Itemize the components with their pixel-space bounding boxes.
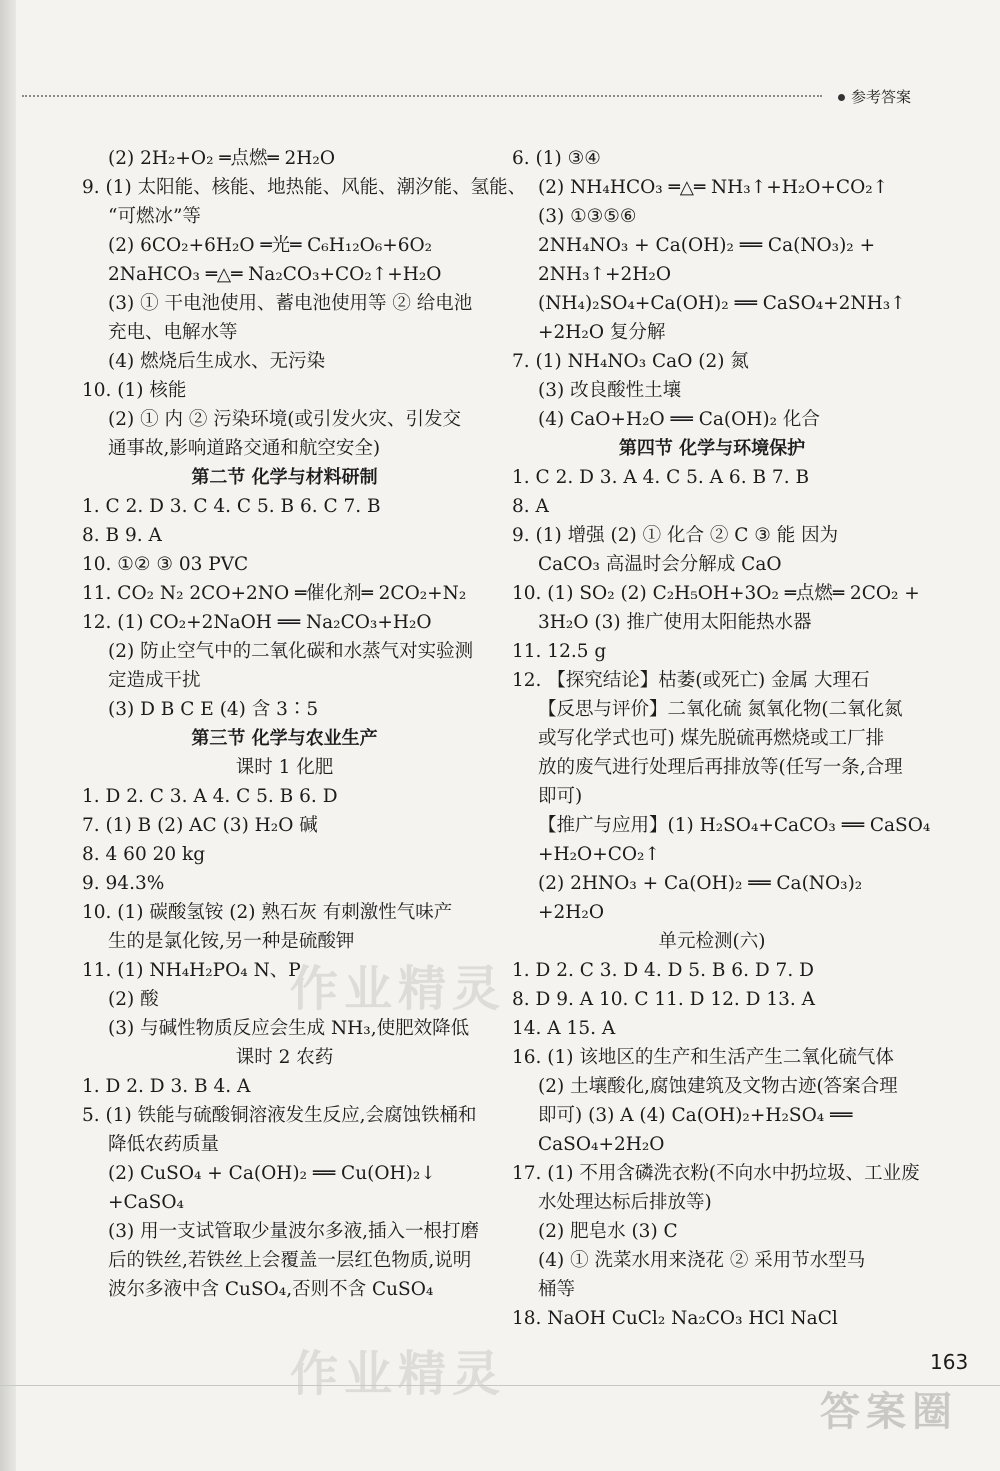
subsection-heading: 课时 1 化肥 [235, 757, 334, 778]
answer-line: 2NaHCO₃ ═△═ Na₂CO₃+CO₂↑+H₂O [108, 264, 442, 285]
answer-line: 9. 94.3% [82, 873, 165, 894]
answer-line: (4) ① 洗菜水用来浇花 ② 采用节水型马 [538, 1250, 866, 1271]
answer-line: 2NH₄NO₃ + Ca(OH)₂ ══ Ca(NO₃)₂ + [538, 235, 876, 256]
answer-line: (2) 6CO₂+6H₂O ═光═ C₆H₁₂O₆+6O₂ [108, 235, 433, 256]
answer-line: 降低农药质量 [108, 1134, 220, 1155]
answer-line: (3) ① 干电池使用、蓄电池使用等 ② 给电池 [108, 293, 473, 314]
header-dotted-rule [22, 95, 822, 97]
answer-line: (3) ①③⑤⑥ [538, 206, 637, 227]
answer-line: +H₂O+CO₂↑ [538, 844, 660, 865]
answer-line: 水处理达标后排放等) [538, 1192, 712, 1213]
answer-line: 定造成干扰 [108, 670, 201, 691]
answer-line: 8. A [512, 496, 549, 517]
book-spine-shadow [0, 0, 16, 1471]
answer-line: 1. C 2. D 3. C 4. C 5. B 6. C 7. B [82, 496, 381, 517]
answer-line: 10. (1) 碳酸氢铵 (2) 熟石灰 有刺激性气味产 [82, 902, 453, 923]
header-section-label [838, 86, 911, 107]
answer-line: 【反思与评价】二氧化硫 氮氧化物(二氧化氮 [538, 699, 903, 720]
answer-line: (2) ① 内 ② 污染环境(或引发火灾、引发交 [108, 409, 461, 430]
answer-line: 1. D 2. C 3. A 4. C 5. B 6. D [82, 786, 338, 807]
answer-line: (2) 土壤酸化,腐蚀建筑及文物古迹(答案合理 [538, 1076, 898, 1097]
answer-line: +2H₂O 复分解 [538, 322, 666, 343]
answer-line: 8. D 9. A 10. C 11. D 12. D 13. A [512, 989, 816, 1010]
answer-line: 11. 12.5 g [512, 641, 607, 662]
answer-line: 2NH₃↑+2H₂O [538, 264, 671, 285]
answer-line: 即可) [538, 786, 583, 807]
answer-line: 8. 4 60 20 kg [82, 844, 206, 865]
answer-line: 12. (1) CO₂+2NaOH ══ Na₂CO₃+H₂O [82, 612, 432, 633]
answer-line: 9. (1) 增强 (2) ① 化合 ② C ③ 能 因为 [512, 525, 839, 546]
answer-line: 18. NaOH CuCl₂ Na₂CO₃ HCl NaCl [512, 1308, 838, 1329]
answer-line: (2) NH₄HCO₃ ═△═ NH₃↑+H₂O+CO₂↑ [538, 177, 889, 198]
answer-line: (3) 与碱性物质反应会生成 NH₃,使肥效降低 [108, 1018, 470, 1039]
answer-line: (2) 2H₂+O₂ ═点燃═ 2H₂O [108, 148, 336, 169]
answer-line: 11. (1) NH₄H₂PO₄ N、P [82, 960, 301, 981]
answer-line: 3H₂O (3) 推广使用太阳能热水器 [538, 612, 812, 633]
answer-line: CaCO₃ 高温时会分解成 CaO [538, 554, 782, 575]
answer-line: 11. CO₂ N₂ 2CO+2NO ═催化剂═ 2CO₂+N₂ [82, 583, 467, 604]
answer-line: (2) 肥皂水 (3) C [538, 1221, 678, 1242]
answer-line: 1. D 2. C 3. D 4. D 5. B 6. D 7. D [512, 960, 814, 981]
answer-line: 即可) (3) A (4) Ca(OH)₂+H₂SO₄ ══ [538, 1105, 853, 1126]
answer-line: 放的废气进行处理后再排放等(任写一条,合理 [538, 757, 903, 778]
watermark: 作业精灵 [290, 1346, 507, 1402]
answer-line: (3) 用一支试管取少量波尔多液,插入一根打磨 [108, 1221, 479, 1242]
answer-line: (2) 2HNO₃ + Ca(OH)₂ ══ Ca(NO₃)₂ [538, 873, 863, 894]
watermark: 作业精灵 [290, 961, 507, 1017]
bullet-icon [838, 94, 845, 101]
answer-line: 10. ①② ③ 03 PVC [82, 554, 249, 575]
footer-rule [0, 1385, 1000, 1386]
answer-line: “可燃冰”等 [108, 206, 201, 227]
answer-line: 10. (1) 核能 [82, 380, 187, 401]
answer-line: (3) D B C E (4) 含 3∶5 [108, 699, 319, 720]
answer-line: 1. D 2. D 3. B 4. A [82, 1076, 251, 1097]
answer-line: 后的铁丝,若铁丝上会覆盖一层红色物质,说明 [108, 1250, 472, 1271]
answer-line: 桶等 [538, 1279, 576, 1300]
answer-line: 17. (1) 不用含磷洗衣粉(不向水中扔垃圾、工业废 [512, 1163, 920, 1184]
left-answer-column [82, 144, 527, 1304]
answer-line: 充电、电解水等 [108, 322, 238, 343]
answer-line: 5. (1) 铁能与硫酸铜溶液发生反应,会腐蚀铁桶和 [82, 1105, 477, 1126]
answer-line: 10. (1) SO₂ (2) C₂H₅OH+3O₂ ═点燃═ 2CO₂ + [512, 583, 920, 604]
answer-line: 7. (1) B (2) AC (3) H₂O 碱 [82, 815, 318, 836]
header-label-text: 参考答案 [851, 88, 912, 106]
answer-line: +CaSO₄ [108, 1192, 184, 1213]
subsection-heading: 单元检测(六) [658, 931, 766, 952]
answer-line: 14. A 15. A [512, 1018, 616, 1039]
answer-line: 12. 【探究结论】枯萎(或死亡) 金属 大理石 [512, 670, 870, 691]
subsection-heading: 课时 2 农药 [235, 1047, 334, 1068]
answer-line: (2) 防止空气中的二氧化碳和水蒸气对实验测 [108, 641, 474, 662]
answer-line: (2) 酸 [108, 989, 159, 1010]
section-heading: 第二节 化学与材料研制 [191, 467, 378, 488]
answer-line: (NH₄)₂SO₄+Ca(OH)₂ ══ CaSO₄+2NH₃↑ [538, 293, 906, 314]
answer-line: 通事故,影响道路交通和航空安全) [108, 438, 381, 459]
page-number: 163 [930, 1350, 969, 1374]
answer-line: 16. (1) 该地区的生产和生活产生二氧化硫气体 [512, 1047, 894, 1068]
answer-line: +2H₂O [538, 902, 604, 923]
answer-line: 生的是氯化铵,另一种是硫酸钾 [108, 931, 355, 952]
section-heading: 第三节 化学与农业生产 [191, 728, 378, 749]
answer-line: (3) 改良酸性土壤 [538, 380, 682, 401]
section-heading: 第四节 化学与环境保护 [618, 438, 806, 459]
answer-line: (2) CuSO₄ + Ca(OH)₂ ══ Cu(OH)₂↓ [108, 1163, 436, 1184]
answer-line: 波尔多液中含 CuSO₄,否则不含 CuSO₄ [108, 1279, 434, 1300]
answer-line: (4) CaO+H₂O ══ Ca(OH)₂ 化合 [538, 409, 820, 430]
right-answer-column [512, 144, 931, 1333]
watermark: 答案圈 [820, 1389, 958, 1435]
answer-line: 8. B 9. A [82, 525, 162, 546]
answer-line: 6. (1) ③④ [512, 148, 601, 169]
answer-line: (4) 燃烧后生成水、无污染 [108, 351, 326, 372]
answer-line: 【推广与应用】(1) H₂SO₄+CaCO₃ ══ CaSO₄ [538, 815, 931, 836]
answer-line: CaSO₄+2H₂O [538, 1134, 665, 1155]
answer-line: 9. (1) 太阳能、核能、地热能、风能、潮汐能、氢能、 [82, 177, 527, 198]
answer-line: 7. (1) NH₄NO₃ CaO (2) 氮 [512, 351, 749, 372]
answer-line: 或写化学式也可) 煤先脱硫再燃烧或工厂排 [538, 728, 885, 749]
answer-line: 1. C 2. D 3. A 4. C 5. A 6. B 7. B [512, 467, 810, 488]
